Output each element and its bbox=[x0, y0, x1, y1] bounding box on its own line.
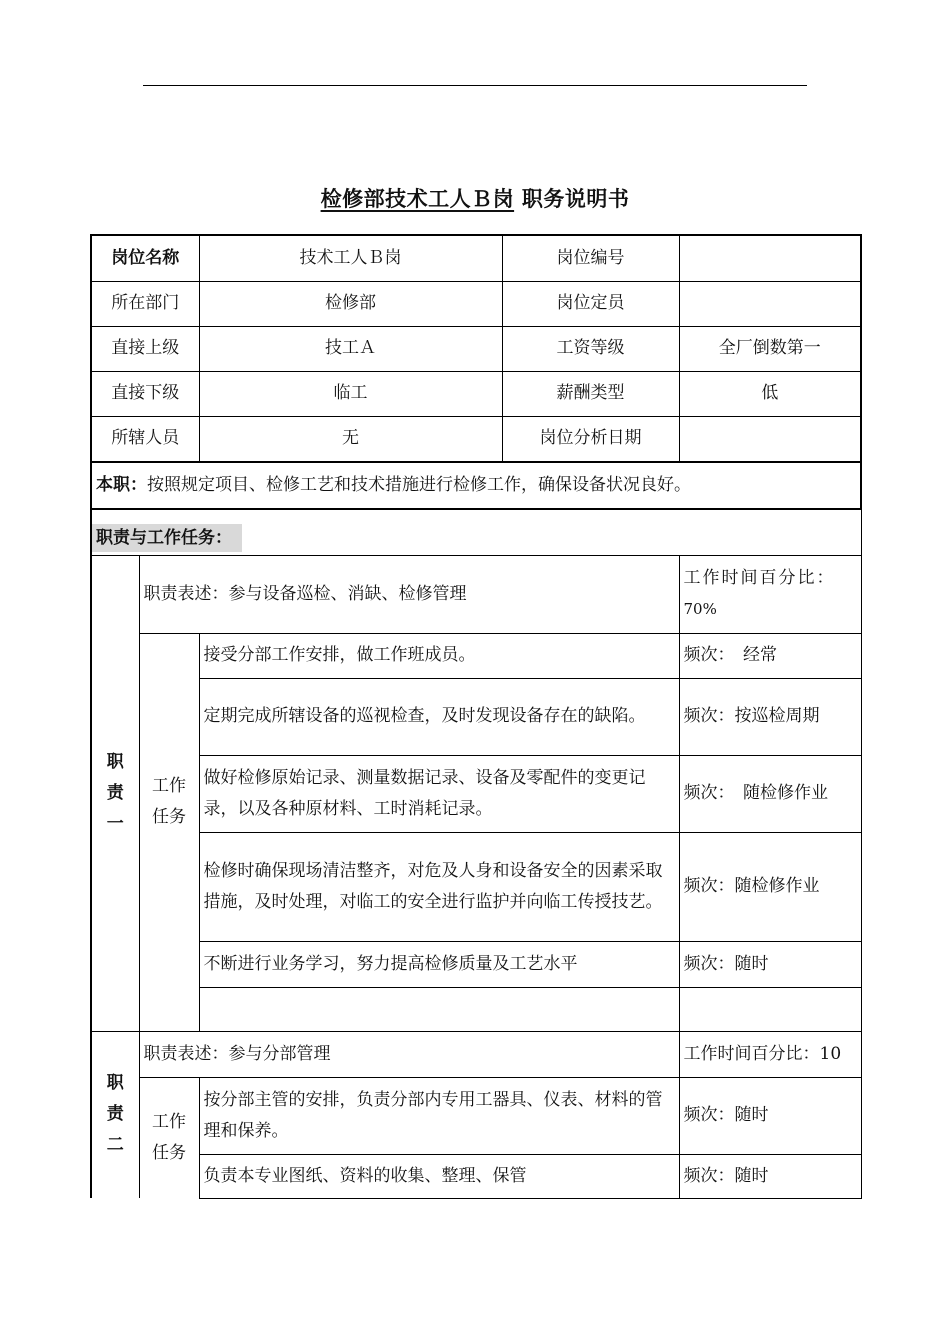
duty1-pct-value: 70% bbox=[683, 600, 717, 618]
duty2-pct: 工作时间百分比：10 bbox=[679, 1031, 861, 1077]
duty1-task-row bbox=[91, 832, 861, 941]
info-row bbox=[91, 235, 861, 281]
info-value: 低 bbox=[679, 371, 861, 416]
info-label: 工资等级 bbox=[502, 326, 679, 371]
duty2-task-row bbox=[91, 1077, 861, 1154]
task-freq: 频次： 经常 bbox=[679, 633, 861, 678]
duty1-pct bbox=[679, 555, 861, 633]
info-row bbox=[91, 326, 861, 371]
task-text bbox=[199, 987, 679, 1031]
header-rule bbox=[143, 85, 807, 86]
duty1-label-char: 责 bbox=[106, 782, 124, 803]
info-label: 直接上级 bbox=[91, 326, 199, 371]
benzhi-cell bbox=[91, 462, 861, 509]
info-value: 技术工人Ｂ岗 bbox=[199, 235, 502, 281]
title-main: 检修部技术工人Ｂ岗 bbox=[320, 187, 515, 211]
benzhi-row bbox=[91, 462, 861, 509]
duty1-task-row bbox=[91, 755, 861, 832]
info-value: 临工 bbox=[199, 371, 502, 416]
task-freq: 频次：按巡检周期 bbox=[679, 678, 861, 755]
info-row bbox=[91, 416, 861, 462]
info-label: 所辖人员 bbox=[91, 416, 199, 462]
info-label: 岗位名称 bbox=[91, 235, 199, 281]
duty2-desc-row bbox=[91, 1031, 861, 1077]
duty1-label-char: 职 bbox=[106, 751, 124, 772]
task-text: 接受分部工作安排，做工作班成员。 bbox=[199, 633, 679, 678]
task-label-line: 任务 bbox=[152, 1142, 186, 1163]
info-value: 无 bbox=[199, 416, 502, 462]
duty1-task-row bbox=[91, 633, 861, 678]
duties-header-cell bbox=[91, 509, 861, 555]
task-freq bbox=[679, 987, 861, 1031]
task-freq: 频次：随检修作业 bbox=[679, 832, 861, 941]
duty2-label-char: 职 bbox=[106, 1073, 124, 1094]
duty1-task-row bbox=[91, 941, 861, 987]
info-label: 岗位编号 bbox=[502, 235, 679, 281]
duty2-label-char: 责 bbox=[106, 1104, 124, 1125]
duty2-task-row bbox=[91, 1154, 861, 1198]
duty2-label bbox=[91, 1031, 139, 1198]
duty2-label-char: 二 bbox=[106, 1135, 124, 1156]
task-label-line: 工作 bbox=[152, 1111, 186, 1132]
task-label-line: 工作 bbox=[152, 776, 186, 796]
page-title bbox=[0, 183, 950, 213]
task-freq: 频次：随时 bbox=[679, 941, 861, 987]
info-value: 技工Ａ bbox=[199, 326, 502, 371]
info-value bbox=[679, 235, 861, 281]
duty1-task-row bbox=[91, 678, 861, 755]
info-label: 薪酬类型 bbox=[502, 371, 679, 416]
task-text: 不断进行业务学习，努力提高检修质量及工艺水平 bbox=[199, 941, 679, 987]
task-text: 定期完成所辖设备的巡视检查，及时发现设备存在的缺陷。 bbox=[199, 678, 679, 755]
job-description-table bbox=[90, 234, 862, 1199]
benzhi-text: 按照规定项目、检修工艺和技术措施进行检修工作，确保设备状况良好。 bbox=[147, 475, 691, 495]
duties-header: 职责与工作任务： bbox=[92, 524, 242, 552]
task-freq: 频次： 随检修作业 bbox=[679, 755, 861, 832]
task-text: 负责本专业图纸、资料的收集、整理、保管 bbox=[199, 1154, 679, 1198]
duty1-pct-label: 工作时间百分比： bbox=[683, 568, 836, 588]
info-value bbox=[679, 416, 861, 462]
info-row bbox=[91, 281, 861, 326]
duties-header-row bbox=[91, 509, 861, 555]
info-value: 检修部 bbox=[199, 281, 502, 326]
title-suffix: 职务说明书 bbox=[521, 187, 630, 211]
info-label: 直接下级 bbox=[91, 371, 199, 416]
duty2-task-label bbox=[139, 1077, 199, 1198]
duty2-desc: 职责表述：参与分部管理 bbox=[139, 1031, 679, 1077]
duty1-label bbox=[91, 555, 139, 1031]
info-label: 岗位定员 bbox=[502, 281, 679, 326]
duty1-desc-row bbox=[91, 555, 861, 633]
task-text: 按分部主管的安排，负责分部内专用工器具、仪表、材料的管理和保养。 bbox=[199, 1077, 679, 1154]
duty1-label-char: 一 bbox=[106, 813, 124, 834]
info-label: 岗位分析日期 bbox=[502, 416, 679, 462]
info-value bbox=[679, 281, 861, 326]
task-text: 检修时确保现场清洁整齐，对危及人身和设备安全的因素采取措施，及时处理，对临工的安全进行监护并向临工传授技艺。 bbox=[199, 832, 679, 941]
duty1-desc: 职责表述：参与设备巡检、消缺、检修管理 bbox=[139, 555, 679, 633]
info-row bbox=[91, 371, 861, 416]
info-label: 所在部门 bbox=[91, 281, 199, 326]
info-value: 全厂倒数第一 bbox=[679, 326, 861, 371]
task-freq: 频次：随时 bbox=[679, 1154, 861, 1198]
duty1-task-label bbox=[139, 633, 199, 1031]
benzhi-label: 本职： bbox=[96, 475, 147, 495]
duty1-task-row bbox=[91, 987, 861, 1031]
task-label-line: 任务 bbox=[152, 807, 186, 827]
task-text: 做好检修原始记录、测量数据记录、设备及零配件的变更记录，以及各种原材料、工时消耗记录。 bbox=[199, 755, 679, 832]
task-freq: 频次：随时 bbox=[679, 1077, 861, 1154]
